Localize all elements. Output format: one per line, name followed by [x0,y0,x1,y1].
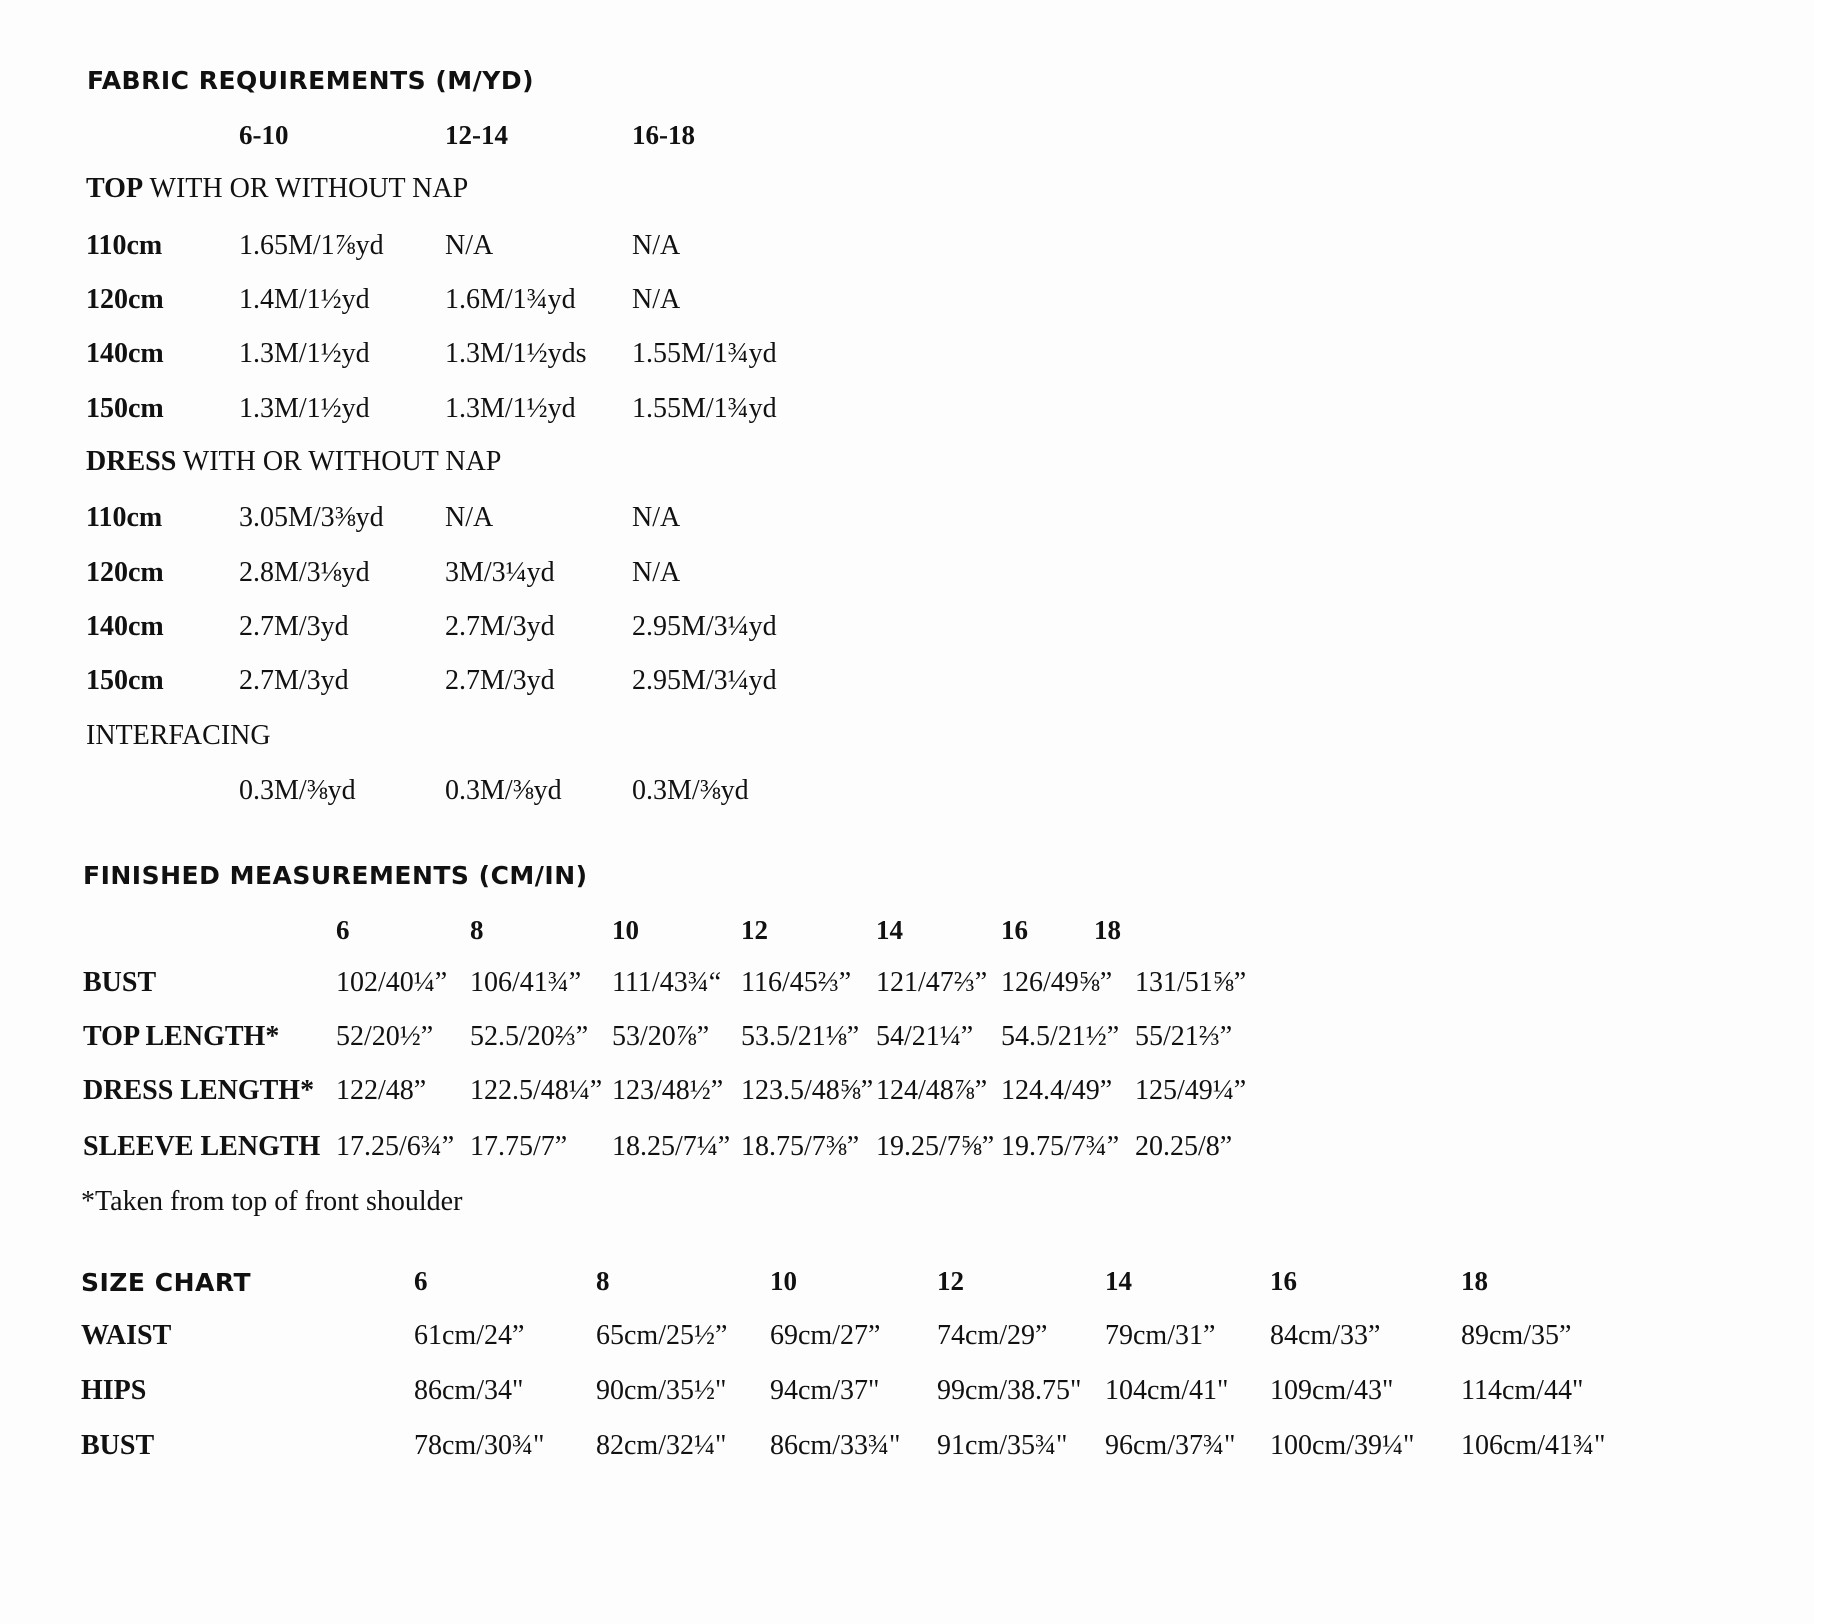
size-chart-value: 84cm/33” [1270,1320,1381,1351]
top-label-rest: WITH OR WITHOUT NAP [143,173,469,204]
measure-value: 17.25/6¾” [336,1131,455,1162]
size-chart-row-label: BUST [81,1430,155,1461]
fabric-value: 1.3M/1½yd [239,338,370,369]
measure-size-header: 16 [1001,915,1028,945]
measure-size-header: 6 [336,915,350,945]
fabric-value: 3M/3¼yd [445,557,555,588]
measure-value: 106/41¾” [470,967,582,998]
fabric-value: 1.3M/1½yds [445,338,587,369]
fabric-value: 1.4M/1½yd [239,284,370,315]
measure-value: 53/20⅞” [612,1021,710,1052]
fabric-value: N/A [632,502,681,533]
fabric-value: 1.55M/1¾yd [632,338,777,369]
measure-value: 18.25/7¼” [612,1131,731,1162]
finished-measurements-heading: FINISHED MEASUREMENTS (CM/IN) [83,861,588,890]
measure-value: 52/20½” [336,1021,434,1052]
measure-value: 116/45⅔” [741,967,852,998]
fabric-value: N/A [632,230,681,261]
fabric-size-header: 12-14 [445,120,508,150]
fabric-width-label: 120cm [86,284,164,315]
measure-value: 102/40¼” [336,967,448,998]
measure-size-header: 14 [876,915,903,945]
size-chart-value: 90cm/35½" [596,1375,727,1406]
fabric-value: 1.3M/1½yd [445,393,576,424]
fabric-value: 2.7M/3yd [445,665,555,696]
size-chart-value: 82cm/32¼" [596,1430,727,1461]
size-chart-value: 109cm/43" [1270,1375,1394,1406]
size-chart-value: 74cm/29” [937,1320,1048,1351]
size-chart-value: 100cm/39¼" [1270,1430,1415,1461]
measure-value: 52.5/20⅔” [470,1021,589,1052]
size-chart-size-header: 10 [770,1266,797,1296]
fabric-value: 1.65M/1⅞yd [239,230,384,261]
measure-value: 53.5/21⅛” [741,1021,860,1052]
size-chart-value: 65cm/25½” [596,1320,728,1351]
fabric-size-header: 6-10 [239,120,289,150]
fabric-value: 1.6M/1¾yd [445,284,576,315]
measure-value: 19.25/7⅝” [876,1131,995,1162]
measure-value: 124/48⅞” [876,1075,988,1106]
measure-row-label: DRESS LENGTH* [83,1075,315,1106]
measure-value: 131/51⅝” [1135,967,1247,998]
fabric-value: 2.7M/3yd [239,665,349,696]
measure-size-header: 10 [612,915,639,945]
fabric-size-header: 16-18 [632,120,695,150]
measure-value: 126/49⅝” [1001,967,1113,998]
size-chart-size-header: 16 [1270,1266,1297,1296]
size-chart-size-header: 12 [937,1266,964,1296]
measure-value: 17.75/7” [470,1131,568,1162]
measure-row-label: TOP LENGTH* [83,1021,280,1052]
measure-value: 125/49¼” [1135,1075,1247,1106]
size-chart-value: 79cm/31” [1105,1320,1216,1351]
size-chart-size-header: 8 [596,1266,610,1296]
fabric-width-label: 120cm [86,557,164,588]
top-section-label [86,173,468,205]
interfacing-label: INTERFACING [86,720,271,751]
measure-value: 121/47⅔” [876,967,988,998]
footnote: *Taken from top of front shoulder [81,1186,463,1217]
fabric-width-label: 110cm [86,230,163,261]
interfacing-value: 0.3M/⅜yd [632,775,749,806]
fabric-width-label: 110cm [86,502,163,533]
size-chart-value: 99cm/38.75" [937,1375,1082,1406]
fabric-value: 1.3M/1½yd [239,393,370,424]
size-chart-size-header: 18 [1461,1266,1488,1296]
size-chart-value: 78cm/30¾" [414,1430,545,1461]
fabric-value: N/A [445,230,494,261]
measure-value: 122.5/48¼” [470,1075,603,1106]
fabric-value: 3.05M/3⅜yd [239,502,384,533]
fabric-value: 2.7M/3yd [239,611,349,642]
size-chart-value: 86cm/34" [414,1375,524,1406]
size-chart-heading: SIZE CHART [81,1268,252,1297]
size-chart-value: 91cm/35¾" [937,1430,1068,1461]
measure-value: 19.75/7¾” [1001,1131,1120,1162]
interfacing-value: 0.3M/⅜yd [445,775,562,806]
dress-label-bold: DRESS [86,446,177,477]
fabric-requirements-heading: FABRIC REQUIREMENTS (M/YD) [87,66,535,95]
size-chart-size-header: 6 [414,1266,428,1296]
measure-value: 124.4/49” [1001,1075,1113,1106]
fabric-width-label: 140cm [86,611,164,642]
measure-row-label: SLEEVE LENGTH [83,1131,321,1162]
fabric-width-label: 140cm [86,338,164,369]
size-chart-value: 106cm/41¾" [1461,1430,1606,1461]
fabric-value: 2.95M/3¼yd [632,611,777,642]
measure-row-label: BUST [83,967,157,998]
fabric-value: 2.7M/3yd [445,611,555,642]
dress-section-label [86,446,501,478]
fabric-value: 2.8M/3⅛yd [239,557,370,588]
size-chart-row-label: WAIST [81,1320,172,1351]
measure-value: 123/48½” [612,1075,724,1106]
size-chart-value: 94cm/37" [770,1375,880,1406]
measure-value: 54.5/21½” [1001,1021,1120,1052]
size-chart-value: 86cm/33¾" [770,1430,901,1461]
size-chart-row-label: HIPS [81,1375,147,1406]
dress-label-rest: WITH OR WITHOUT NAP [176,446,502,477]
size-chart-value: 114cm/44" [1461,1375,1584,1406]
size-chart-value: 96cm/37¾" [1105,1430,1236,1461]
size-chart-value: 89cm/35” [1461,1320,1572,1351]
measure-value: 54/21¼” [876,1021,974,1052]
measure-value: 55/21⅔” [1135,1021,1233,1052]
fabric-value: N/A [632,284,681,315]
fabric-value: 1.55M/1¾yd [632,393,777,424]
measure-value: 20.25/8” [1135,1131,1233,1162]
size-chart-value: 61cm/24” [414,1320,525,1351]
measure-value: 18.75/7⅜” [741,1131,860,1162]
measure-value: 122/48” [336,1075,427,1106]
measure-value: 123.5/48⅝” [741,1075,874,1106]
fabric-width-label: 150cm [86,665,164,696]
size-chart-value: 69cm/27” [770,1320,881,1351]
fabric-value: 2.95M/3¼yd [632,665,777,696]
size-chart-value: 104cm/41" [1105,1375,1229,1406]
measure-value: 111/43¾“ [612,967,722,998]
fabric-value: N/A [632,557,681,588]
interfacing-value: 0.3M/⅜yd [239,775,356,806]
measure-size-header: 8 [470,915,484,945]
top-label-bold: TOP [86,173,144,204]
size-chart-size-header: 14 [1105,1266,1132,1296]
measure-size-header: 12 [741,915,768,945]
fabric-width-label: 150cm [86,393,164,424]
measure-size-header: 18 [1094,915,1121,945]
fabric-value: N/A [445,502,494,533]
